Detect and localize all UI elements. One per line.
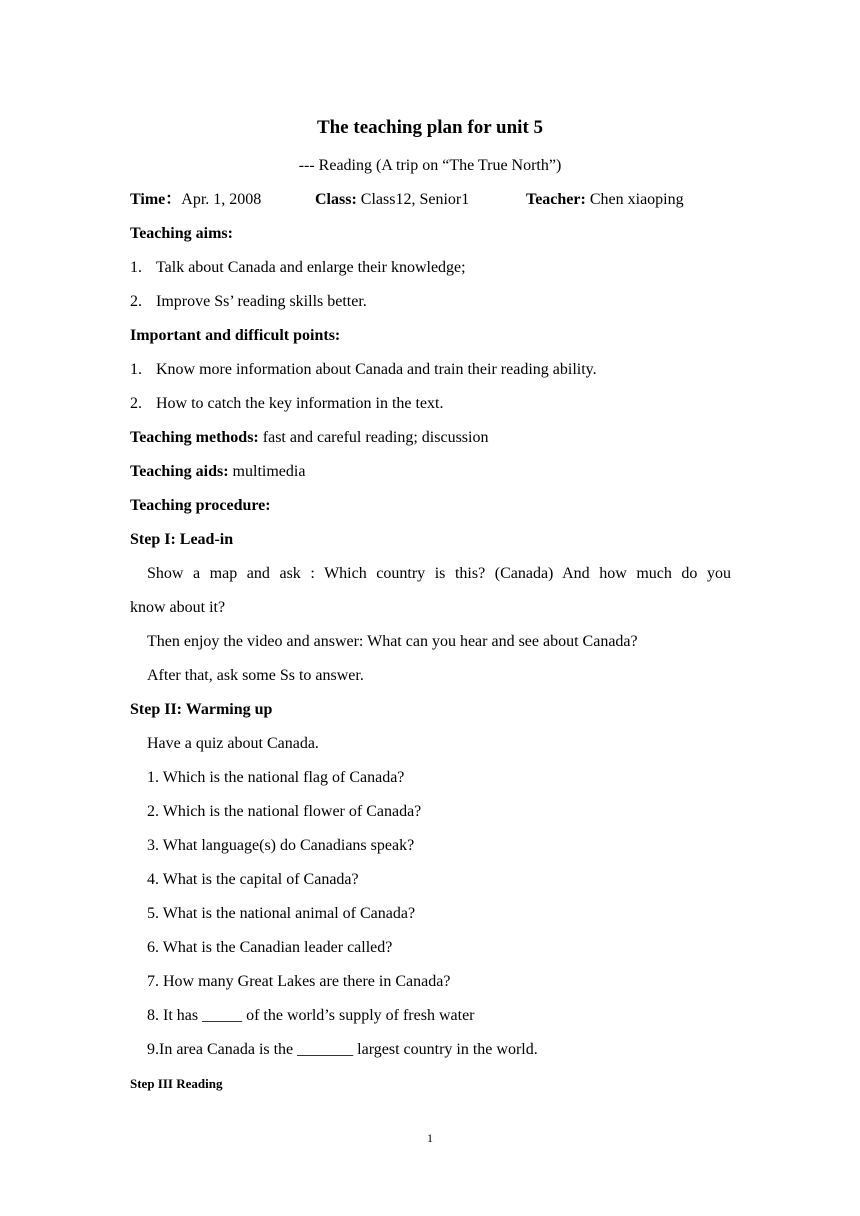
quiz-question: 5. What is the national animal of Canada? [147, 905, 416, 922]
step2-heading: Step II: Warming up [130, 701, 273, 718]
methods-label: Teaching methods: [130, 429, 259, 446]
aims-heading: Teaching aims: [130, 225, 233, 242]
list-text: Talk about Canada and enlarge their knowledge; [156, 259, 466, 276]
page-number: 1 [427, 1131, 433, 1145]
class-value: Class12, Senior1 [356, 191, 470, 208]
document-body [130, 188, 731, 1106]
list-item [130, 290, 731, 324]
class-field [315, 188, 469, 212]
aids-label: Teaching aids: [130, 463, 229, 480]
quiz-question: 1. Which is the national flag of Canada? [147, 769, 405, 786]
methods-value: fast and careful reading; discussion [258, 429, 489, 446]
teacher-value: Chen xiaoping [585, 191, 684, 208]
methods-line [130, 426, 731, 460]
list-item [130, 358, 731, 392]
step1-heading: Step I: Lead-in [130, 531, 234, 548]
step3-heading: Step III Reading [130, 1076, 223, 1091]
list-text: Improve Ss’ reading skills better. [156, 293, 367, 310]
teacher-field [526, 188, 684, 212]
quiz-question: 9.In area Canada is the _______ largest country in the world. [147, 1041, 538, 1058]
teacher-label: Teacher: [526, 191, 586, 208]
step1-paragraph-line1: Show a map and ask : Which country is this? (Canada) And how much do you [147, 565, 731, 582]
quiz-question: 8. It has _____ of the world’s supply of fresh water [147, 1007, 475, 1024]
class-label: Class: [315, 191, 357, 208]
list-number: 1. [130, 361, 142, 378]
time-field [130, 191, 261, 208]
list-number: 2. [130, 293, 142, 310]
step1-paragraph-2: Then enjoy the video and answer: What can you hear and see about Canada? [147, 633, 638, 650]
step1-paragraph-3: After that, ask some Ss to answer. [147, 667, 364, 684]
time-label: Time： [130, 191, 182, 208]
list-item [130, 392, 731, 426]
step1-paragraph-line2: know about it? [130, 599, 226, 616]
time-value: Apr. 1, 2008 [181, 191, 262, 208]
quiz-question: 6. What is the Canadian leader called? [147, 939, 393, 956]
document-title: The teaching plan for unit 5 [316, 117, 544, 138]
aids-value: multimedia [228, 463, 306, 480]
list-number: 1. [130, 259, 142, 276]
points-heading: Important and difficult points: [130, 327, 341, 344]
list-text: How to catch the key information in the text. [156, 395, 444, 412]
list-number: 2. [130, 395, 142, 412]
meta-line [130, 188, 731, 222]
quiz-question: 4. What is the capital of Canada? [147, 871, 359, 888]
list-item [130, 256, 731, 290]
quiz-question: 3. What language(s) do Canadians speak? [147, 837, 415, 854]
quiz-question: 7. How many Great Lakes are there in Canada? [147, 973, 451, 990]
list-text: Know more information about Canada and train their reading ability. [156, 361, 597, 378]
step2-intro: Have a quiz about Canada. [147, 735, 319, 752]
aids-line [130, 460, 731, 494]
procedure-heading: Teaching procedure: [130, 497, 271, 514]
document-subtitle: --- Reading (A trip on “The True North”) [298, 157, 562, 174]
quiz-question: 2. Which is the national flower of Canada? [147, 803, 422, 820]
